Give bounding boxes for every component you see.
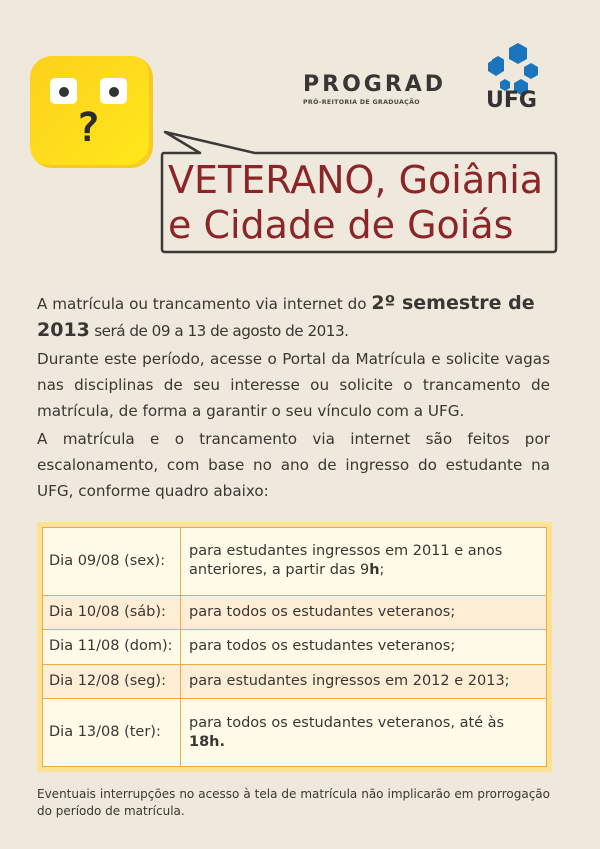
schedule-description: para estudantes ingressos em 2012 e 2013; [181,664,547,699]
intro-text [37,290,550,506]
mascot-left-eye-icon [50,78,77,104]
intro-paragraph-3: A matrícula e o trancamento via internet são feitos por escalonamento, com base no ano de ingresso do estudante na UFG, conforme quadro abaixo: [37,430,550,500]
prograd-logo [303,73,453,106]
schedule-day: Dia 09/08 (sex): [43,528,181,596]
table-row [43,699,547,767]
schedule-table [42,527,547,767]
schedule-description: para todos os estudantes veteranos; [181,630,547,665]
schedule-description: para estudantes ingressos em 2011 e anos anteriores, a partir das 9h; [181,528,547,596]
schedule-description: para todos os estudantes veteranos, até às 18h. [181,699,547,767]
footer-note: Eventuais interrupções no acesso à tela de matrícula não implicarão em prorrogação do período de matrícula. [37,787,550,818]
ufg-label: UFG [486,88,537,113]
schedule-description: para todos os estudantes veteranos; [181,595,547,630]
prograd-title: PROGRAD [303,72,447,97]
schedule-day: Dia 13/08 (ter): [43,699,181,767]
table-row [43,630,547,665]
schedule-day: Dia 10/08 (sáb): [43,595,181,630]
table-row [43,664,547,699]
page-title [168,158,558,248]
schedule-day: Dia 12/08 (seg): [43,664,181,699]
schedule-table-frame [37,522,552,772]
table-row [43,595,547,630]
schedule-day: Dia 11/08 (dom): [43,630,181,665]
title-line-2: e Cidade de Goiás [168,203,514,247]
intro-paragraph-1: A matrícula ou trancamento via internet do 2º semestre de 2013 será de 09 a 13 de agosto de 2013. [37,292,535,341]
table-row [43,528,547,596]
title-line-1: VETERANO, Goiânia [168,158,544,202]
prograd-subtitle: PRÓ-REITORIA DE GRADUAÇÃO [303,99,420,106]
mascot-question-face [30,56,153,168]
question-mark-icon: ? [75,105,101,151]
mascot-right-eye-icon [100,78,127,104]
intro-paragraph-2: Durante este período, acesse o Portal da Matrícula e solicite vagas nas disciplinas de seu interesse ou solicite o trancamento de matrícula, de forma a garantir o seu vínculo com a UFG. [37,350,550,420]
